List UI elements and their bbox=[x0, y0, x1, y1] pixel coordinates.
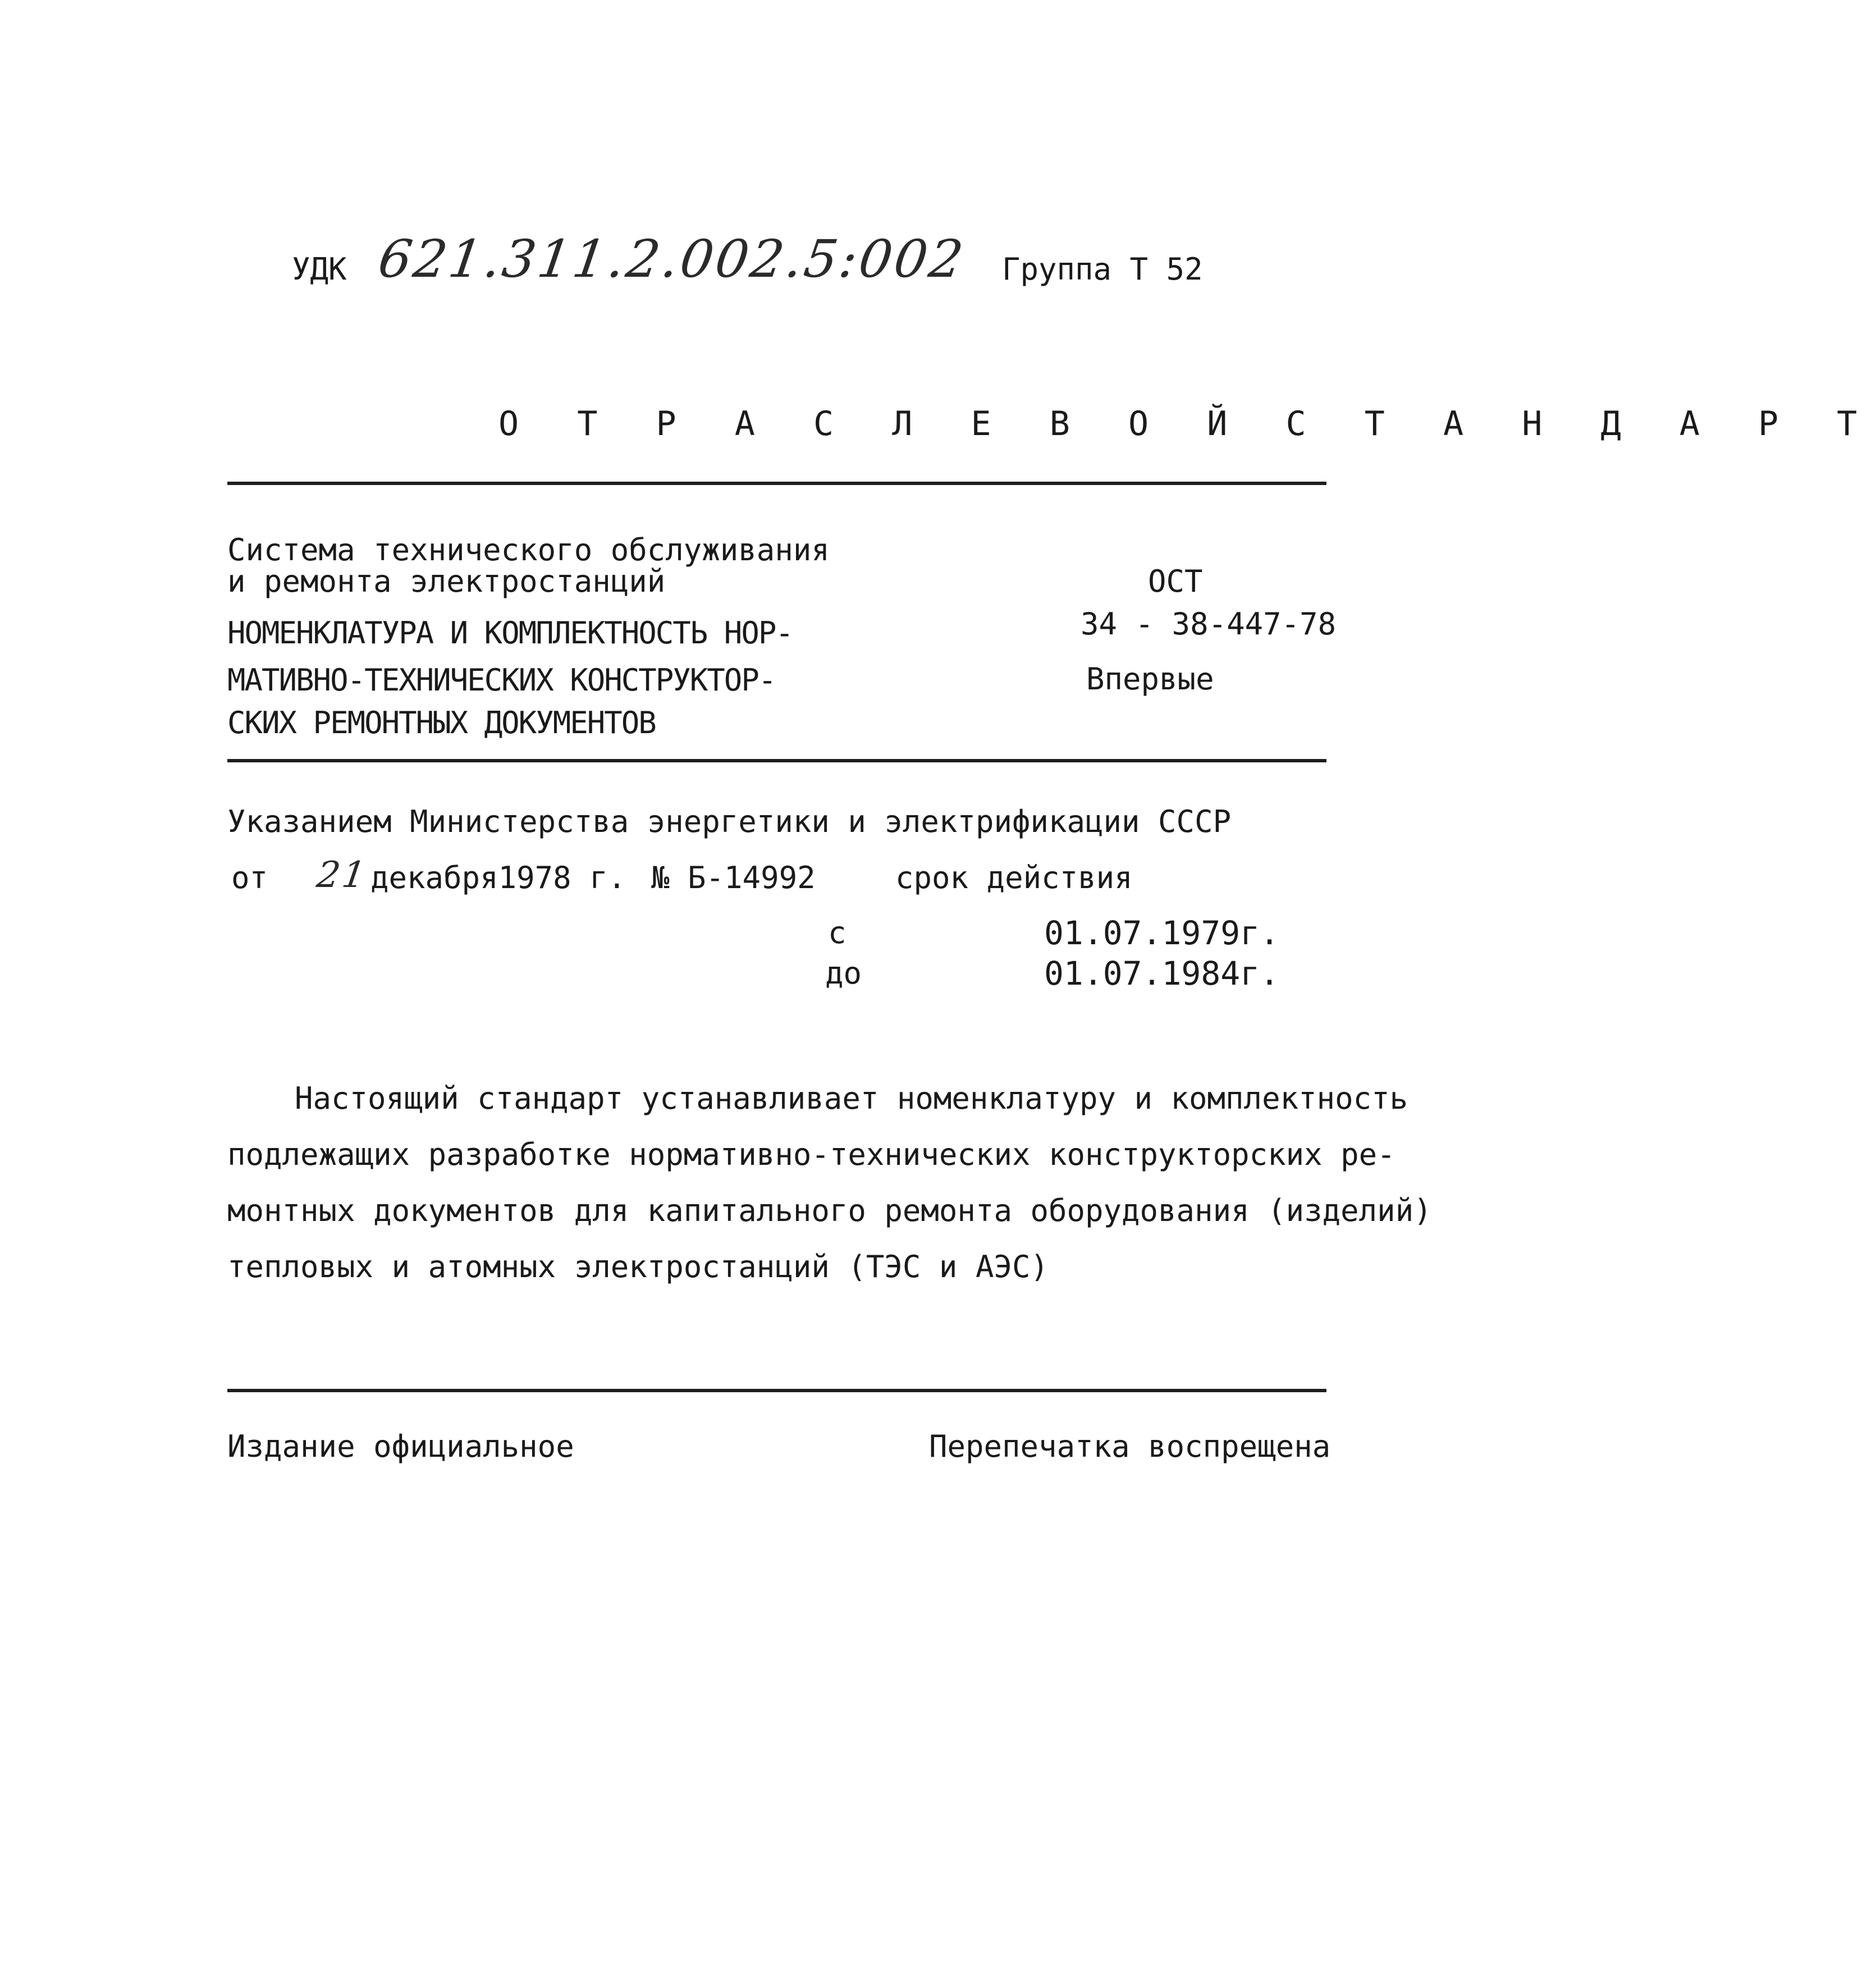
udk-code-handwritten: 621.311.2.002.5:002 bbox=[374, 229, 969, 289]
from-date: 01.07.1979г. bbox=[1044, 914, 1280, 952]
top-rule bbox=[227, 482, 1326, 485]
body-line-1: Настоящий стандарт устанавливает номенклатуру и комплектность bbox=[295, 1081, 1408, 1116]
order-number: № Б-14992 bbox=[651, 860, 816, 895]
to-label: до bbox=[825, 955, 862, 991]
standard-name-line-1: НОМЕНКЛАТУРА И КОМПЛЕКТНОСТЬ НОР- bbox=[227, 615, 793, 651]
udk-label: УДК bbox=[292, 251, 347, 287]
validity-label: срок действия bbox=[895, 860, 1133, 895]
middle-rule bbox=[227, 759, 1326, 762]
body-line-3: монтных документов для капитального ремонта оборудования (изделий) bbox=[227, 1193, 1432, 1228]
reprint-prohibited-note: Перепечатка воспрещена bbox=[929, 1429, 1331, 1464]
body-line-2: подлежащих разработке нормативно-технических конструкторских ре- bbox=[227, 1137, 1395, 1172]
group-code: Группа Т 52 bbox=[1002, 251, 1203, 287]
to-date: 01.07.1984г. bbox=[1044, 954, 1280, 993]
approval-line: Указанием Министерства энергетики и электрификации СССР bbox=[227, 804, 1232, 839]
standard-name-line-3: СКИХ РЕМОНТНЫХ ДОКУМЕНТОВ bbox=[227, 705, 656, 740]
body-line-4: тепловых и атомных электростанций (ТЭС и АЭС) bbox=[227, 1249, 1049, 1284]
date-month-year: декабря1978 г. bbox=[370, 860, 626, 895]
document-title: О Т Р А С Л Е В О Й С Т А Н Д А Р Т bbox=[498, 404, 1876, 443]
ost-label: ОСТ bbox=[1148, 564, 1203, 599]
official-edition-note: Издание официальное bbox=[227, 1429, 574, 1464]
date-prefix: от bbox=[231, 860, 268, 895]
bottom-rule bbox=[227, 1389, 1326, 1392]
ost-number: 34 - 38-447-78 bbox=[1081, 606, 1337, 642]
system-line-2: и ремонта электростанций bbox=[227, 564, 666, 599]
system-line-1: Система технического обслуживания bbox=[227, 532, 830, 568]
date-day-handwritten: 21 bbox=[314, 854, 370, 896]
first-edition-note: Впервые bbox=[1086, 661, 1214, 697]
standard-name-line-2: МАТИВНО-ТЕХНИЧЕСКИХ КОНСТРУКТОР- bbox=[227, 662, 776, 698]
from-label: с bbox=[828, 915, 847, 950]
